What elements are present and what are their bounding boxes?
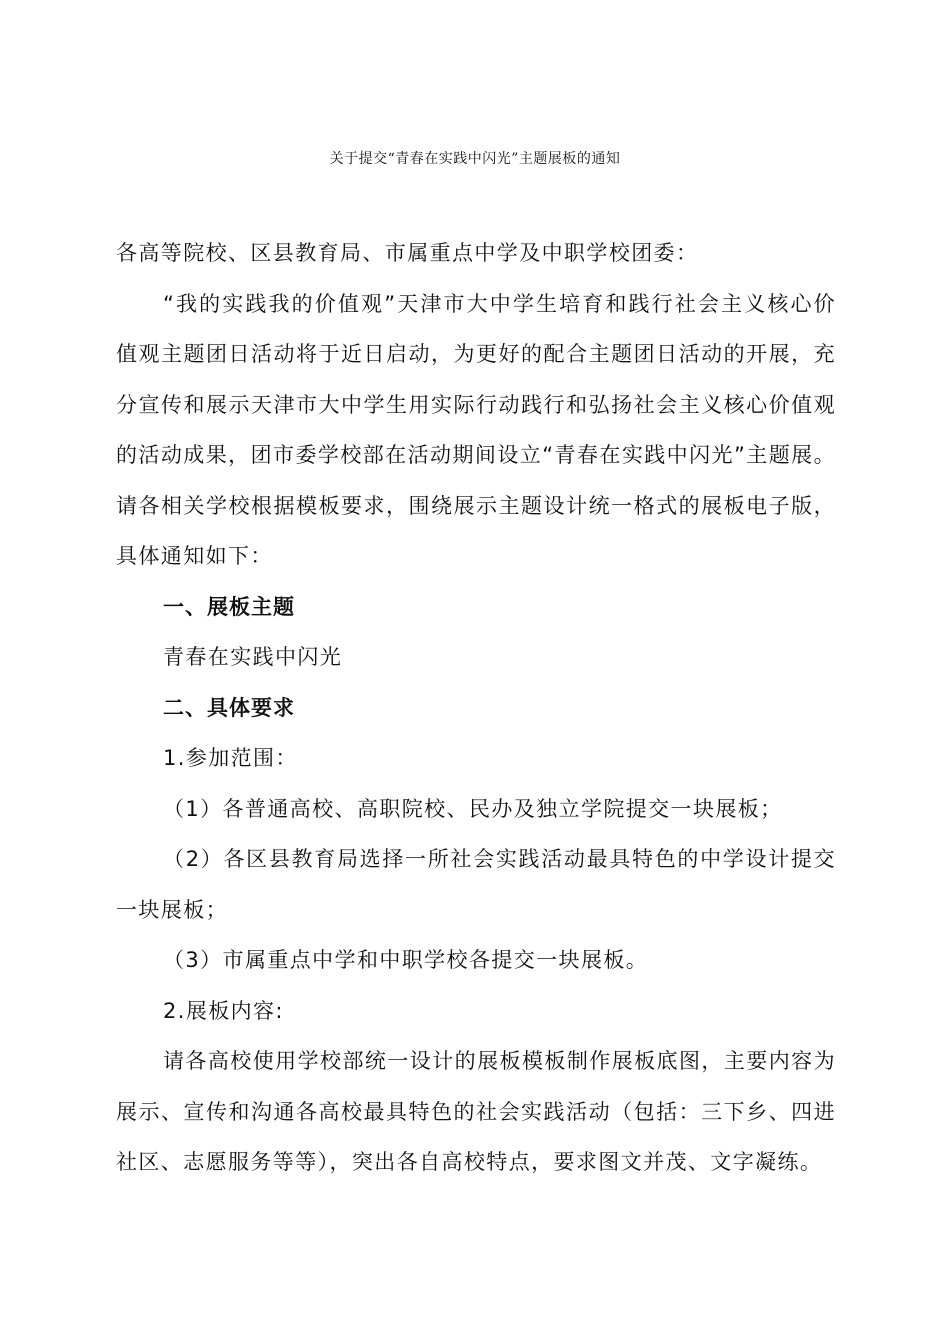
scope-item-3: （3）市属重点中学和中职学校各提交一块展板。 — [163, 948, 649, 972]
document-title: 关于提交“青春在实践中闪光”主题展板的通知 — [329, 151, 621, 167]
intro-paragraph: “我的实践我的价值观”天津市大中学生培育和践行社会主义核心价值观主题团日活动将于近日启动，为更好的配合主题团日活动的开展，充分宣传和展示天津市大中学生用实际行动践行和弘扬社会主义核心价值观的活动成果，团市委学校部在活动期间设立“青春在实践中闪光”主题展。请各相关学校根据模板要求，围绕展示主题设计统一格式的展板电子版，具体通知如下： — [116, 291, 836, 568]
item-heading-scope: 1.参加范围： — [163, 746, 298, 770]
item-heading-content: 2.展板内容: — [163, 998, 284, 1023]
salutation: 各高等院校、区县教育局、市属重点中学及中职学校团委： — [116, 241, 699, 265]
section-heading-theme: 一、展板主题 — [163, 594, 295, 619]
scope-item-2: （2）各区县教育局选择一所社会实践活动最具特色的中学设计提交一块展板； — [116, 847, 836, 922]
section-heading-requirements: 二、具体要求 — [163, 695, 295, 720]
scope-item-1: （1）各普通高校、高职院校、民办及独立学院提交一块展板； — [163, 796, 783, 821]
content-paragraph: 请各高校使用学校部统一设计的展板模板制作展板底图，主要内容为展示、宣传和沟通各高校最具特色的社会实践活动（包括：三下乡、四进社区、志愿服务等等），突出各自高校特点，要求图文并茂、文字凝练。 — [116, 1049, 836, 1174]
theme-text: 青春在实践中闪光 — [163, 645, 343, 669]
document-body — [116, 228, 836, 1188]
